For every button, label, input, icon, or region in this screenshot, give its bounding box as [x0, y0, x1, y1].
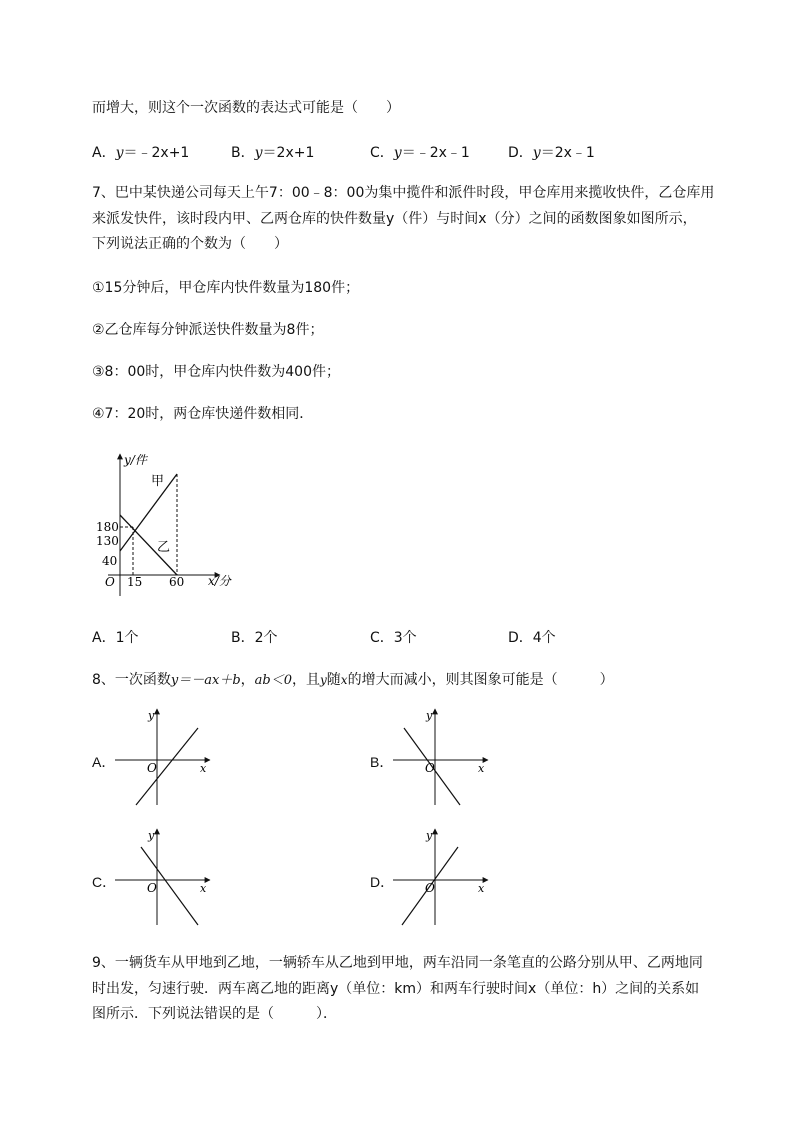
q7-statement-2: ②乙仓库每分钟派送快件数量为8件； — [92, 322, 324, 338]
q7-option-d[interactable]: D．4个 — [508, 630, 556, 646]
q8-graph-d[interactable] — [388, 825, 498, 927]
q8-c-origin-label: O — [147, 881, 157, 895]
q7-x-tick-60: 60 — [169, 575, 185, 589]
q8-option-c-label[interactable]: C． — [92, 874, 117, 890]
q6-option-d[interactable]: D．y＝2x﹣1 — [508, 145, 595, 161]
q8-option-d-label[interactable]: D． — [370, 874, 395, 890]
q7-y-axis-label: y/件 — [124, 453, 147, 467]
q7-statement-4: ④7：20时，两仓库快递件数相同． — [92, 406, 314, 422]
q6-option-b[interactable]: B．y＝2x+1 — [231, 145, 315, 161]
q7-stem-line1: 7、巴中某快递公司每天上午7：00﹣8：00为集中揽件和派件时段，甲仓库用来揽收快件，乙仓库用 — [92, 185, 715, 201]
q8-graph-a[interactable] — [110, 705, 220, 807]
q7-y-tick-40: 40 — [102, 554, 118, 568]
q8-option-a-label[interactable]: A． — [92, 754, 116, 770]
q8-a-y-label: y — [148, 709, 155, 722]
q8-d-y-label: y — [426, 829, 433, 842]
q7-y-tick-180: 180 — [96, 520, 119, 534]
q8-c-x-label: x — [200, 882, 207, 895]
q8-condition: ab＜0 — [254, 673, 293, 688]
q7-option-b[interactable]: B．2个 — [231, 630, 278, 646]
q7-statement-1: ①15分钟后，甲仓库内快件数量为180件； — [92, 280, 360, 296]
q8-a-x-label: x — [200, 762, 207, 775]
q7-option-c[interactable]: C．3个 — [370, 630, 417, 646]
q7-statement-3: ③8：00时，甲仓库内快件数为400件； — [92, 364, 340, 380]
q8-graph-c[interactable] — [110, 825, 220, 927]
q9-stem-line1: 9、一辆货车从甲地到乙地，一辆轿车从乙地到甲地，两车沿同一条笔直的公路分别从甲、乙两地同 — [92, 955, 703, 971]
q8-a-origin-label: O — [147, 761, 157, 775]
q8-stem: 8、一次函数y＝－ax＋b，ab＜0，且y随x的增大而减小，则其图象可能是（ ） — [92, 672, 614, 688]
q6-stem-tail: 而增大，则这个一次函数的表达式可能是（ ） — [92, 100, 400, 116]
q8-b-x-label: x — [478, 762, 485, 775]
q6-option-a[interactable]: A．y＝﹣2x+1 — [92, 145, 190, 161]
q8-formula: y＝－ax＋b — [170, 673, 241, 688]
q8-b-y-label: y — [426, 709, 433, 722]
q7-label-yi: 乙 — [157, 540, 171, 555]
q6-option-c[interactable]: C．y＝﹣2x﹣1 — [370, 145, 470, 161]
q9-stem-line2: 时出发，匀速行驶．两车离乙地的距离y（单位：km）和两车行驶时间x（单位：h）之间的关系如 — [92, 981, 700, 997]
q7-origin-label: O — [105, 575, 115, 589]
q8-d-x-label: x — [478, 882, 485, 895]
q7-stem-line2: 来派发快件，该时段内甲、乙两仓库的快件数量y（件）与时间x（分）之间的函数图象如图所示， — [92, 211, 697, 227]
q8-graph-b[interactable] — [388, 705, 498, 807]
q8-b-origin-label: O — [425, 761, 435, 775]
q7-x-axis-label: x/分 — [208, 574, 231, 588]
q7-stem-line3: 下列说法正确的个数为（ ） — [92, 236, 288, 252]
q7-y-tick-130: 130 — [96, 534, 119, 548]
q7-function-graph — [90, 448, 240, 598]
q7-option-a[interactable]: A．1个 — [92, 630, 139, 646]
q8-c-y-label: y — [148, 829, 155, 842]
q8-d-origin-label: O — [425, 881, 435, 895]
q7-label-jia: 甲 — [151, 474, 165, 489]
q7-x-tick-15: 15 — [127, 575, 143, 589]
q8-a-function-line — [136, 728, 198, 805]
q8-option-b-label[interactable]: B． — [370, 754, 394, 770]
q9-stem-line3: 图所示．下列说法错误的是（ ）． — [92, 1006, 337, 1022]
